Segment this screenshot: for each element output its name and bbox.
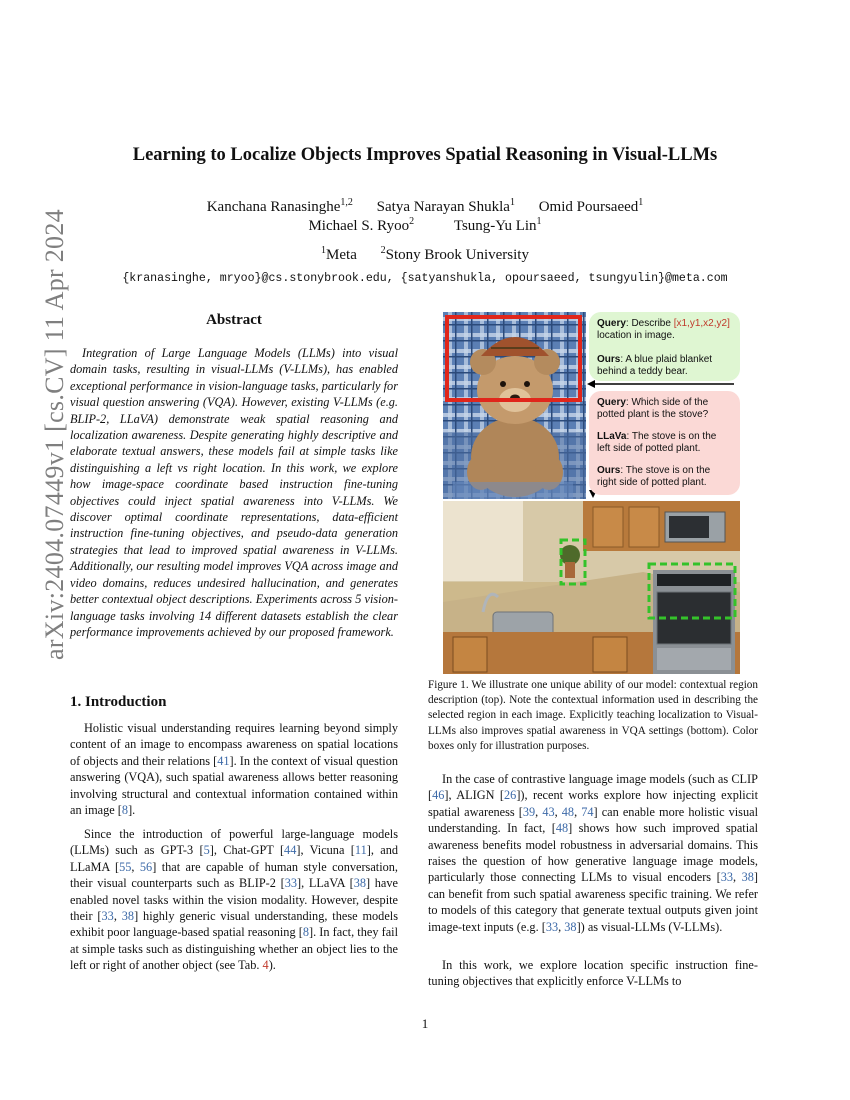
bubble1-query: Query: Describe [x1,y1,x2,y2] location in image.	[597, 318, 730, 341]
text-run: ] highly generic visual understanding, these models exhibit poor language-based spatial reasoning [	[70, 909, 398, 940]
citation-link[interactable]: 41	[217, 753, 230, 768]
affiliations	[60, 247, 790, 264]
text-run: ] can benefit from such spatial awareness specific training. We refer to models of this category that generate textual outputs given joint image-text inputs (e.g. [	[428, 870, 758, 934]
citation-link[interactable]: 46	[432, 788, 445, 803]
citation-link[interactable]: 43	[542, 804, 555, 819]
query-bubble-vqa	[589, 391, 740, 495]
text-run: In this work, we explore location specific instruction fine-tuning objectives that explicitly enforce V-LLMs to	[428, 958, 758, 989]
figure-caption: Figure 1. We illustrate one unique ability of our model: contextual region description (top). Note the contextual information used in describing the selected region in each image. Explicitly teaching localization to Visual-LLMs also improves spatial awareness in VQA settings (bottom). Color boxes only for illustration purposes.	[428, 679, 758, 752]
text-run: ,	[131, 859, 140, 874]
text-run: ], and LLaMA [	[70, 843, 398, 874]
kitchen-photo	[443, 501, 740, 674]
right-paragraph-1	[428, 771, 758, 935]
author-line-2	[60, 218, 790, 235]
author: Kanchana Ranasinghe$^{1,2}$	[206, 197, 353, 215]
bubble2-query: Query: Which side of the potted plant is the stove?	[597, 397, 709, 420]
author: Omid Poursaeed$^1$	[538, 197, 644, 215]
citation-link[interactable]: 33	[284, 876, 298, 891]
citation-link[interactable]: 74	[581, 804, 594, 819]
query-bubble-region	[589, 312, 740, 381]
figure-1	[443, 312, 740, 674]
author-emails: {kranasinghe, mryoo}@cs.stonybrook.edu, {satyanshukla, opoursaeed, tsungyulin}@meta.com	[122, 272, 728, 285]
intro-paragraph-2	[70, 826, 398, 974]
citation-link[interactable]: 55	[119, 859, 132, 874]
text-run: ,	[535, 804, 543, 819]
text-run: ).	[268, 958, 276, 973]
citation-link[interactable]: 26	[504, 788, 517, 803]
text-run: ].	[128, 803, 136, 818]
affiliation: $^1$Meta	[321, 245, 357, 263]
citation-link[interactable]: 8	[121, 803, 129, 818]
right-paragraph-2	[428, 957, 758, 990]
bubble1-answer: Ours: A blue plaid blanket behind a teddy bear.	[597, 354, 713, 377]
citation-link[interactable]: 48	[561, 804, 575, 819]
text-run: ]. In fact, they fail at simple tasks such as distinguishing whether an object lies to the left or right of another object (see Tab.	[70, 925, 398, 973]
citation-link[interactable]: 38	[353, 876, 366, 891]
intro-paragraph-1	[70, 720, 398, 818]
text-run: ] have enabled novel tasks within the vision modality. However, despite their [	[70, 876, 399, 924]
citation-link[interactable]: 48	[555, 821, 569, 836]
citation-link[interactable]: 8	[302, 925, 309, 940]
text-run: ]) as visual-LLMs (V-LLMs).	[576, 919, 723, 934]
citation-link[interactable]: 39	[522, 804, 536, 819]
arxiv-stamp-text: arXiv:2404.07449v1 [cs.CV] 11 Apr 2024	[40, 209, 69, 660]
text-run: ], Chat-GPT [	[209, 843, 285, 858]
text-run: Since the introduction of powerful large-language models (LLMs) such as GPT-3 [	[70, 827, 398, 858]
citation-link[interactable]: 33	[101, 909, 114, 924]
affiliation: $^2$Stony Brook University	[380, 245, 529, 263]
citation-link[interactable]: 33	[545, 919, 559, 934]
citation-link[interactable]: 38	[564, 919, 577, 934]
author-line-1	[60, 199, 790, 216]
page-number: 1	[421, 1016, 429, 1031]
text-run: ,	[113, 909, 122, 924]
abstract-text: Integration of Large Language Models (LLMs) into visual domain tasks, resulting in visual-LLMs (V-LLMs), has enabled exceptional performance in vision-language tasks, particularly for visual question answering (VQA). However, existing V-LLMs (e.g. BLIP-2, LLaVA) demonstrate weak spatial reasoning and localization awareness. Despite generating highly descriptive and elaborate textual answers, these models fail at simple tasks like distinguishing a left vs right location. In this work, we explore how image-space coordinate based instruction fine-tuning objectives could inject spatial awareness into V-LLMs. We discover optimal coordinate representations, data-efficient instruction fine-tuning objectives, and pseudo-data generation strategies that lead to improved spatial awareness in V-LLMs. Additionally, our resulting model improves VQA across image and video domains, reduces undesired hallucination, and generates better contextual object descriptions. Experiments across 5 vision-language tasks involving 14 different datasets establish the clear performance improvements achieved by our proposed framework.	[70, 346, 398, 639]
text-run: ], Vicuna [	[296, 843, 355, 858]
text-run: ,	[554, 804, 562, 819]
text-run: ,	[558, 919, 565, 934]
citation-link[interactable]: 44	[284, 843, 297, 858]
bubble2-ours: Ours: The stove is on the right side of potted plant.	[597, 465, 711, 488]
text-run: Holistic visual understanding requires learning beyond simply content of an image to encompass awareness on spatial locations of objects and their relations [	[70, 721, 398, 768]
text-run: ,	[574, 804, 582, 819]
citation-link[interactable]: 38	[741, 870, 754, 885]
text-run: ]. In the context of visual question answering (VQA), such spatial awareness allows better reasoning involving structural and contextual information contained within an image [	[70, 753, 398, 818]
text-run: ], ALIGN [	[444, 788, 505, 803]
citation-link[interactable]: 11	[354, 843, 367, 858]
author: Tsung-Yu Lin$^1$	[453, 216, 542, 234]
text-run: ] can enable more holistic visual understanding. In fact, [	[428, 804, 758, 836]
text-run: ]), recent works explore how injecting explicit spatial awareness [	[428, 788, 758, 819]
text-run: ,	[733, 870, 742, 885]
teddy-bear-photo	[443, 312, 586, 499]
text-run: ] shows how such improved spatial awareness benefits model robustness in adversarial domains. This raises the question of how generative language image models, particularly those connecting LLMs to visual encoders [	[428, 821, 758, 885]
abstract-heading: Abstract	[206, 312, 262, 328]
author: Michael S. Ryoo$^2$	[308, 216, 415, 234]
citation-link[interactable]: 56	[139, 859, 153, 874]
text-run: In the case of contrastive language image models (such as CLIP [	[428, 772, 758, 803]
citation-link[interactable]: 33	[720, 870, 733, 885]
author: Satya Narayan Shukla$^1$	[376, 197, 515, 215]
paper-title: Learning to Localize Objects Improves Spatial Reasoning in Visual-LLMs	[132, 145, 718, 165]
intro-heading: 1. Introduction	[70, 694, 167, 710]
bubble2-llava: LLaVa: The stove is on the left side of potted plant.	[597, 431, 717, 454]
text-run: ] that are capable of human style conversation, their visual counterparts such as BLIP-2 [	[70, 859, 398, 891]
table-link[interactable]: 4	[262, 958, 269, 973]
text-run: ], LLaVA [	[297, 876, 354, 891]
citation-link[interactable]: 5	[203, 843, 210, 858]
citation-link[interactable]: 38	[121, 909, 135, 924]
